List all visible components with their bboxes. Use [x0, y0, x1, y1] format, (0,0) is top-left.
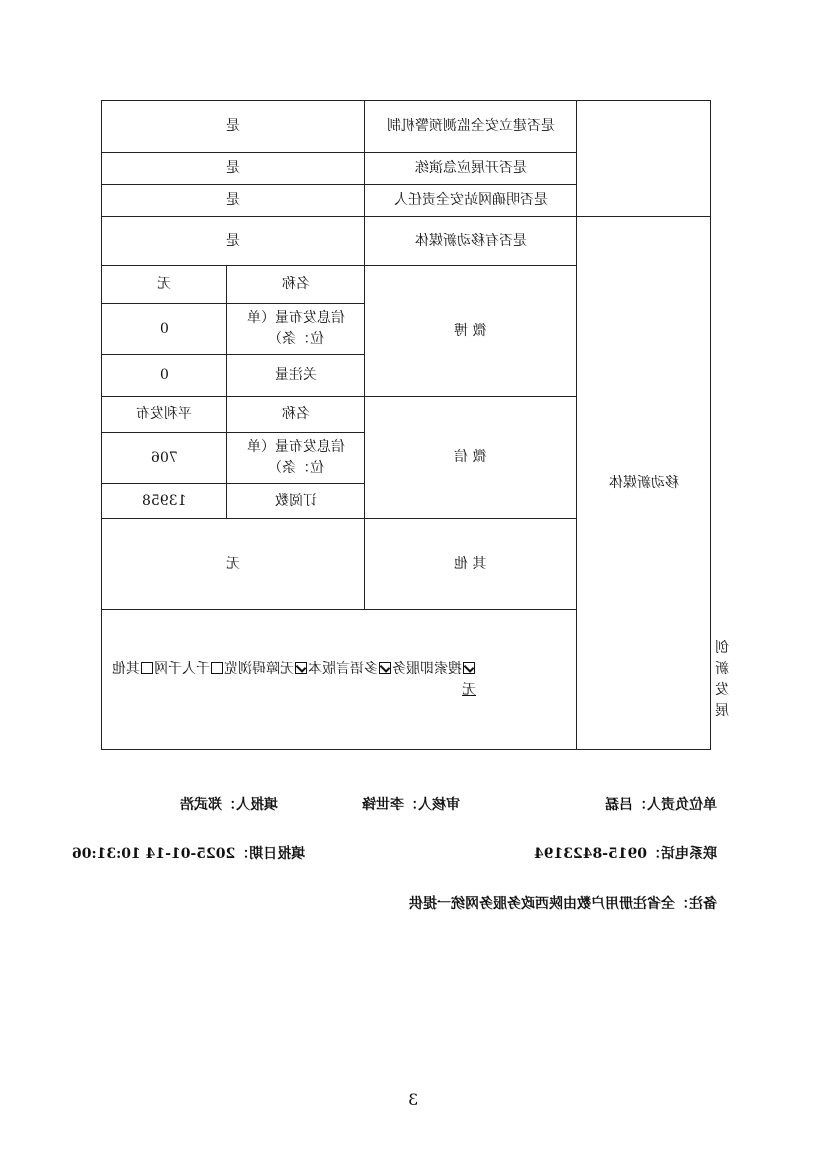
has-media-label-cell: 是否有移动新媒体 — [365, 217, 577, 266]
wechat-posts-label: 信息发布量（单位：条） — [227, 433, 365, 484]
mobile-media-section-cell: 移动新媒体 — [577, 217, 711, 750]
responsible-value-cell: 是 — [102, 185, 365, 217]
wechat-posts-value: 706 — [102, 433, 227, 484]
weibo-name-value: 无 — [102, 266, 227, 304]
checkbox-accessibility[interactable] — [295, 662, 307, 674]
wechat-label-cell: 微 信 — [365, 397, 577, 519]
weibo-follow-value: 0 — [102, 355, 227, 397]
weibo-label-cell: 微 博 — [365, 266, 577, 397]
wechat-name-value: 平利发布 — [102, 397, 227, 433]
monitoring-label-cell: 是否建立安全监测预警机制 — [365, 101, 577, 153]
fill-date: 填报日期：2025-01-14 10:31:06 — [72, 846, 306, 862]
wechat-name-label: 名称 — [227, 397, 365, 433]
checkbox-other[interactable] — [141, 662, 153, 674]
unit-head: 单位负责人：吕磊 — [605, 797, 717, 813]
other-media-value: 无 — [102, 519, 365, 610]
drill-label-cell: 是否开展应急演练 — [365, 153, 577, 185]
innovation-other-value: 无 — [462, 681, 476, 698]
wechat-subs-label: 订阅数 — [227, 484, 365, 519]
checkbox-personalized[interactable] — [211, 662, 223, 674]
has-media-value-cell: 是 — [102, 217, 365, 266]
monitoring-value-cell: 是 — [102, 101, 365, 153]
contact-phone: 联系电话：0915-8423194 — [534, 846, 717, 862]
weibo-follow-label: 关注量 — [227, 355, 365, 397]
responsible-label-cell: 是否明确网站安全责任人 — [365, 185, 577, 217]
wechat-subs-value: 13958 — [102, 484, 227, 519]
other-media-label: 其 他 — [365, 519, 577, 610]
checkbox-multilingual[interactable] — [379, 662, 391, 674]
page-number: 3 — [408, 1090, 419, 1109]
filler: 填报人：郑武浩 — [180, 797, 278, 813]
checkbox-search-service[interactable] — [463, 662, 475, 674]
weibo-posts-label: 信息发布量（单位：条） — [227, 304, 365, 355]
drill-value-cell: 是 — [102, 153, 365, 185]
note: 备注：全省注册用户数由陕西政务服务网统一提供 — [409, 896, 717, 912]
security-section-cell — [577, 101, 711, 217]
innovation-options-cell: 搜索即服务多语言版本无障碍浏览千人千网其他 无 — [102, 610, 577, 750]
report-table: 是 是否建立安全监测预警机制 是 是否开展应急演练 是 是否明确网站安全责任人 是 是否有移动新媒体 移动新媒体 无 名称 微 博 0 信息发布量（单位：条） 0 关注量 平利发布 名称 微 信 706 信息发布量（单位：条） 13958 订阅数 无 其 他 搜索即服务多语言版本无障碍浏览千人千网其他 无 创新发展 — [101, 100, 711, 750]
reviewer: 审核人：李世锋 — [362, 797, 460, 813]
weibo-name-label: 名称 — [227, 266, 365, 304]
weibo-posts-value: 0 — [102, 304, 227, 355]
